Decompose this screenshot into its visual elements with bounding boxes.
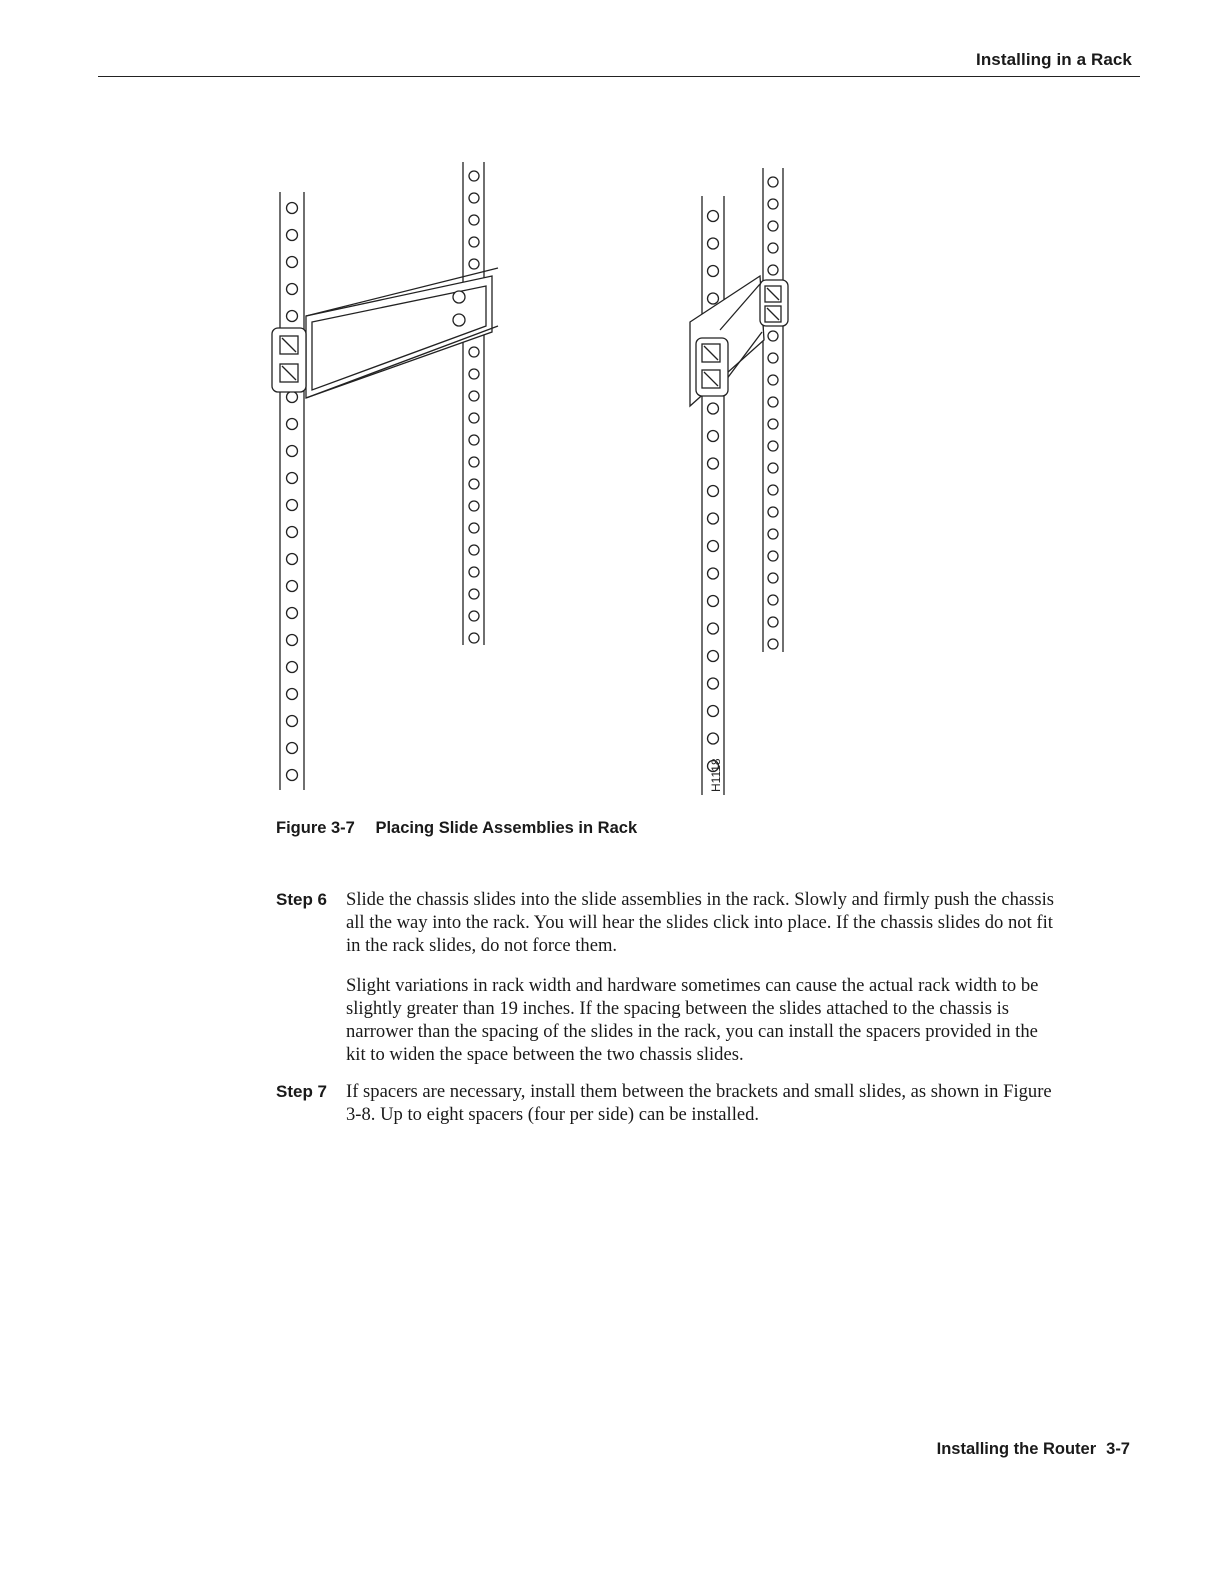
left-rear-rail <box>463 162 484 645</box>
step-paragraph: Slide the chassis slides into the slide assemblies in the rack. Slowly and firmly push the chassis all the way into the rack. You will hear the slides click into place. If the chassis slides do not fit in the rack slides, do not force them. <box>346 889 1055 956</box>
rail-hole <box>469 259 479 269</box>
rail-hole <box>287 635 298 646</box>
rail-hole <box>469 545 479 555</box>
rail-hole <box>469 479 479 489</box>
rail-hole <box>768 529 778 539</box>
rail-hole <box>287 257 298 268</box>
rail-hole <box>768 353 778 363</box>
rail-hole <box>469 589 479 599</box>
rail-hole <box>708 403 719 414</box>
rail-hole <box>768 375 778 385</box>
right-rear-rail <box>763 168 783 652</box>
rail-hole <box>469 435 479 445</box>
rail-hole <box>287 662 298 673</box>
rail-hole <box>469 215 479 225</box>
step-paragraph: Slight variations in rack width and hardware sometimes can cause the actual rack width to be slightly greater than 19 inches. If the spacing between the slides attached to the chassis is narrower than the spacing of the slides in the rack, you can install the spacers provided in the kit to widen the space between the two chassis slides. <box>346 975 1039 1065</box>
right-front-rail <box>702 196 724 795</box>
rail-hole <box>287 392 298 403</box>
running-header: Installing in a Rack <box>976 50 1132 69</box>
rail-hole <box>287 203 298 214</box>
rail-hole <box>469 347 479 357</box>
rail-hole <box>469 457 479 467</box>
rail-hole <box>469 171 479 181</box>
rail-hole <box>287 419 298 430</box>
rail-hole <box>708 596 719 607</box>
left-slide-assembly <box>272 268 498 398</box>
figure-caption <box>276 819 637 838</box>
rail-hole <box>708 623 719 634</box>
rail-hole <box>469 237 479 247</box>
rail-hole <box>708 651 719 662</box>
rail-hole <box>287 500 298 511</box>
figure-title: Placing Slide Assemblies in Rack <box>375 819 638 837</box>
rail-hole <box>469 193 479 203</box>
rail-hole <box>287 608 298 619</box>
rail-hole <box>708 678 719 689</box>
page-number: 3-7 <box>1106 1440 1130 1458</box>
rail-hole <box>768 199 778 209</box>
rail-hole <box>287 473 298 484</box>
rail-hole <box>287 770 298 781</box>
rail-hole <box>469 501 479 511</box>
step-label: Step 6 <box>276 890 328 909</box>
rail-hole <box>287 311 298 322</box>
footer-chapter-title: Installing the Router <box>936 1440 1097 1458</box>
rail-hole <box>708 211 719 222</box>
left-front-rail <box>280 192 304 790</box>
rail-hole <box>708 706 719 717</box>
rail-hole <box>708 266 719 277</box>
rail-hole <box>287 716 298 727</box>
running-footer <box>937 1440 1130 1459</box>
rail-hole <box>469 413 479 423</box>
rail-hole <box>768 507 778 517</box>
rail-hole <box>287 527 298 538</box>
rail-hole <box>287 743 298 754</box>
rail-hole <box>768 551 778 561</box>
rail-hole <box>768 617 778 627</box>
rail-hole <box>708 486 719 497</box>
rail-hole <box>768 331 778 341</box>
step-paragraph: If spacers are necessary, install them between the brackets and small slides, as shown in Figure 3-8. Up to eight spacers (four per side) can be installed. <box>346 1081 1052 1125</box>
rail-hole <box>287 284 298 295</box>
figure-art-id: H1118 <box>709 758 723 792</box>
rail-hole <box>768 639 778 649</box>
step-label: Step 7 <box>276 1082 328 1101</box>
rail-hole <box>768 221 778 231</box>
rail-hole <box>768 419 778 429</box>
rail-hole <box>287 581 298 592</box>
rail-hole <box>768 265 778 275</box>
rail-hole <box>287 230 298 241</box>
rail-hole <box>768 441 778 451</box>
rail-hole <box>768 397 778 407</box>
figure-number: Figure 3-7 <box>276 819 355 837</box>
rail-hole <box>768 243 778 253</box>
rail-hole <box>469 633 479 643</box>
rail-hole <box>287 689 298 700</box>
rail-hole <box>708 733 719 744</box>
rail-hole <box>768 177 778 187</box>
rail-hole <box>708 238 719 249</box>
rail-hole <box>708 431 719 442</box>
rail-hole <box>768 573 778 583</box>
rail-hole <box>768 595 778 605</box>
rail-hole <box>469 369 479 379</box>
rail-hole <box>469 611 479 621</box>
rail-hole <box>768 485 778 495</box>
rail-hole <box>768 463 778 473</box>
rail-hole <box>469 391 479 401</box>
rail-hole <box>469 523 479 533</box>
rail-hole <box>708 458 719 469</box>
rail-hole <box>708 513 719 524</box>
rail-hole <box>287 554 298 565</box>
rail-hole <box>287 446 298 457</box>
rail-hole <box>708 541 719 552</box>
rail-hole <box>708 568 719 579</box>
rail-hole <box>469 567 479 577</box>
rail-hole <box>708 293 719 304</box>
